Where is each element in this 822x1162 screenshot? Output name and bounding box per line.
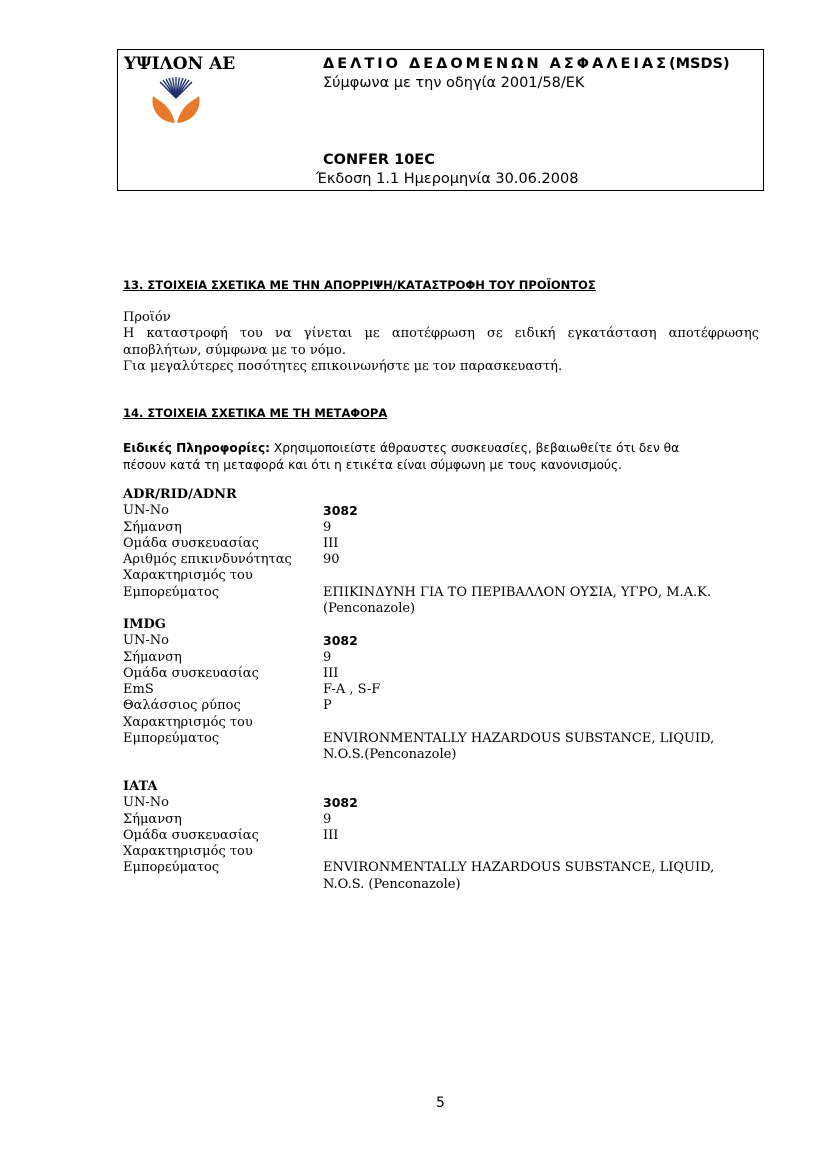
adr-description: ΕΠΙΚΙΝΔΥΝΗ ΓΙΑ ΤΟ ΠΕΡΙΒΑΛΛΟΝ ΟΥΣΙΑ, ΥΓΡΟ, Μ.Α.Κ. — [323, 584, 712, 600]
imdg-desc-row-2: Εμπορεύματος ENVIRONMENTALLY HAZARDOUS SUBSTANCE, LIQUID, — [123, 731, 715, 747]
adr-label-row: Σήμανση 9 — [123, 519, 332, 535]
company-logo-icon — [146, 76, 206, 126]
imdg-description: ENVIRONMENTALLY HAZARDOUS SUBSTANCE, LIQUID, — [323, 731, 715, 747]
imdg-un-number: 3082 — [323, 633, 358, 649]
adr-block — [123, 487, 763, 617]
section-13-note: Για μεγαλύτερες ποσότητες επικοινωνήστε με τον παρασκευαστή. — [123, 359, 563, 374]
adr-desc-row-2: Εμπορεύματος ΕΠΙΚΙΝΔΥΝΗ ΓΙΑ ΤΟ ΠΕΡΙΒΑΛΛΟΝ ΟΥΣΙΑ, ΥΓΡΟ, Μ.Α.Κ. — [123, 584, 712, 600]
adr-group-row: Ομάδα συσκευασίας III — [123, 535, 339, 551]
section-13-text: Η καταστροφή του να γίνεται με αποτέφρωση σε ειδική εγκατάσταση αποτέφρωσης αποβλήτων, σύμφωνα με το νόμο. — [123, 326, 759, 358]
adr-un-number: 3082 — [323, 503, 358, 519]
page-number: 5 — [436, 1095, 445, 1111]
iata-un-number: 3082 — [323, 795, 358, 811]
adr-desc-row-3: (Penconazole) — [323, 601, 416, 617]
adr-un-row: UN-No 3082 — [123, 503, 358, 519]
imdg-un-row: UN-No 3082 — [123, 633, 358, 649]
iata-description: ENVIRONMENTALLY HAZARDOUS SUBSTANCE, LIQUID, — [323, 860, 715, 876]
section-13-label: Προϊόν — [123, 310, 171, 325]
iata-desc-row: Χαρακτηρισμός του — [123, 844, 253, 860]
imdg-group-row: Ομάδα συσκευασίας III — [123, 665, 339, 681]
adr-hazard-row: Αριθμός επικινδυνότητας 90 — [123, 552, 340, 568]
special-info-text: Χρησιμοποιείστε άθραυστες συσκευασίες, βεβαιωθείτε ότι δεν θα πέσουν κατά τη μεταφορά και ότι η ετικέτα είναι σύμφωνη με τους κανονισμούς. — [123, 441, 680, 472]
section-13-title: 13. ΣΤΟΙΧΕΙΑ ΣΧΕΤΙΚΑ ΜΕ ΤΗΝ ΑΠΟΡΡΙΨΗ/ΚΑΤΑΣΤΡΟΦΗ ΤΟΥ ΠΡΟΪΟΝΤΟΣ — [123, 278, 596, 292]
imdg-pollutant-row: Θαλάσσιος ρύπος P — [123, 698, 332, 714]
document-header — [117, 49, 764, 191]
imdg-title: IMDG — [123, 617, 166, 632]
special-info-label: Ειδικές Πληροφορίες: — [123, 441, 271, 455]
imdg-desc-row-3: N.O.S.(Penconazole) — [323, 747, 457, 763]
iata-un-row: UN-No 3082 — [123, 795, 358, 811]
iata-group-row: Ομάδα συσκευασίας III — [123, 827, 339, 843]
imdg-block — [123, 617, 763, 764]
adr-title: ADR/RID/ADNR — [123, 487, 237, 502]
company-name: ΥΨΙΛΟΝ ΑΕ — [124, 54, 236, 74]
msds-title: ΔΕΛΤΙΟ ΔΕΔΟΜΕΝΩΝ ΑΣΦΑΛΕΙΑΣ(MSDS) — [323, 56, 730, 72]
iata-title: IATA — [123, 779, 158, 794]
adr-desc-row: Χαρακτηρισμός του — [123, 568, 253, 584]
imdg-label-row: Σήμανση 9 — [123, 649, 332, 665]
iata-block — [123, 779, 763, 893]
section-14-title: 14. ΣΤΟΙΧΕΙΑ ΣΧΕΤΙΚΑ ΜΕ ΤΗ ΜΕΤΑΦΟΡΑ — [123, 406, 388, 420]
product-name: CONFER 10EC — [323, 152, 435, 168]
imdg-ems-row: EmS F-A , S-F — [123, 682, 381, 698]
imdg-desc-row: Χαρακτηρισμός του — [123, 714, 253, 730]
special-info — [123, 440, 723, 473]
iata-desc-row-2: Εμπορεύματος ENVIRONMENTALLY HAZARDOUS SUBSTANCE, LIQUID, — [123, 860, 715, 876]
issue-info: Έκδοση 1.1 Ημερομηνία 30.06.2008 — [316, 171, 579, 187]
directive-reference: Σύμφωνα με την οδηγία 2001/58/ΕΚ — [323, 75, 585, 91]
iata-label-row: Σήμανση 9 — [123, 811, 332, 827]
iata-desc-row-3: N.O.S. (Penconazole) — [323, 876, 461, 892]
